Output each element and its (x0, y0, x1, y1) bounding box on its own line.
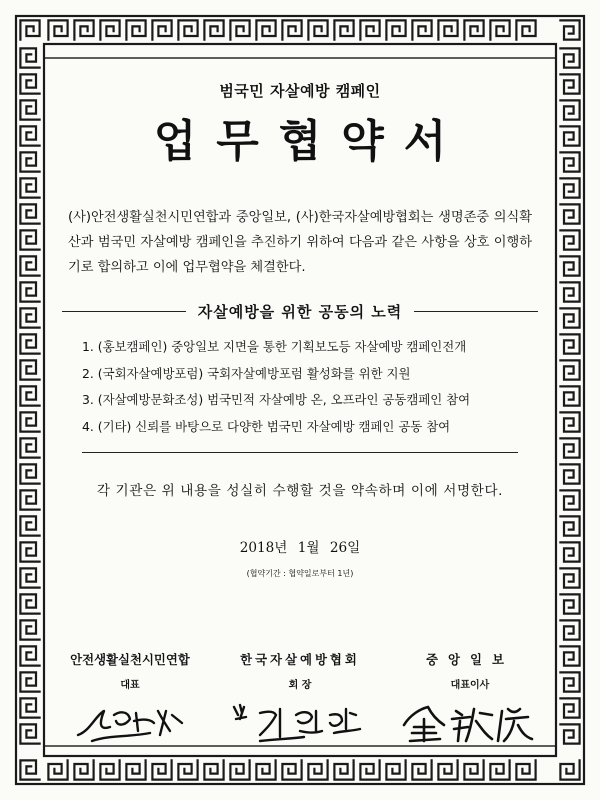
handwritten-signature (400, 701, 540, 745)
signatory-role: 회 장 (288, 680, 312, 691)
signatories (50, 650, 550, 745)
handwritten-signature (230, 701, 370, 745)
document-body (62, 80, 538, 579)
signatory-role: 대표 (120, 680, 140, 691)
signatory-org: 중앙일보 (426, 652, 514, 667)
document-subtitle: 범국민 자살예방 캠페인 (219, 82, 381, 100)
divider-line (414, 311, 538, 312)
divider-line (62, 311, 186, 312)
signatory-2 (220, 650, 380, 745)
agreement-term: (협약기간 : 협약일로부터 1년) (246, 569, 354, 578)
document-title: 업무협약서 (153, 116, 467, 167)
signing-date: 2018년 1월 26일 (239, 540, 361, 556)
signatory-role: 대표이사 (450, 680, 490, 691)
agreement-items (62, 334, 538, 440)
agreement-item: 1. (홍보캠페인) 중앙일보 지면을 통한 기획보도등 자살예방 캠페인전개 (82, 339, 467, 354)
section-title: 자살예방을 위한 공동의 노력 (197, 303, 403, 321)
signatory-3 (390, 650, 550, 745)
divider-line (82, 452, 518, 453)
agreement-item: 2. (국회자살예방포럼) 국회자살예방포럼 활성화를 위한 지원 (82, 365, 411, 381)
section-heading (62, 301, 538, 322)
signatory-1 (50, 650, 210, 745)
intro-paragraph: (사)안전생활실천시민연합과 중앙일보, (사)한국자살예방협회는 생명존중 의식확산과 범국민 자살예방 캠페인을 추진하기 위하여 다음과 같은 사항을 상호 이행하기로 합의하고 이에 업무협약을 체결한다. (68, 210, 532, 275)
signatory-org: 한국자살예방협회 (240, 652, 360, 667)
agreement-item: 4. (기타) 신뢰를 바탕으로 다양한 범국민 자살예방 캠페인 공동 참여 (82, 418, 451, 434)
handwritten-signature (70, 701, 190, 745)
agreement-item: 3. (자살예방문화조성) 범국민적 자살예방 온, 오프라인 공동캠페인 참여 (82, 392, 471, 407)
pledge-sentence: 각 기관은 위 내용을 성실히 수행할 것을 약속하며 이에 서명한다. (96, 483, 504, 499)
signatory-org: 안전생활실천시민연합 (70, 652, 190, 667)
